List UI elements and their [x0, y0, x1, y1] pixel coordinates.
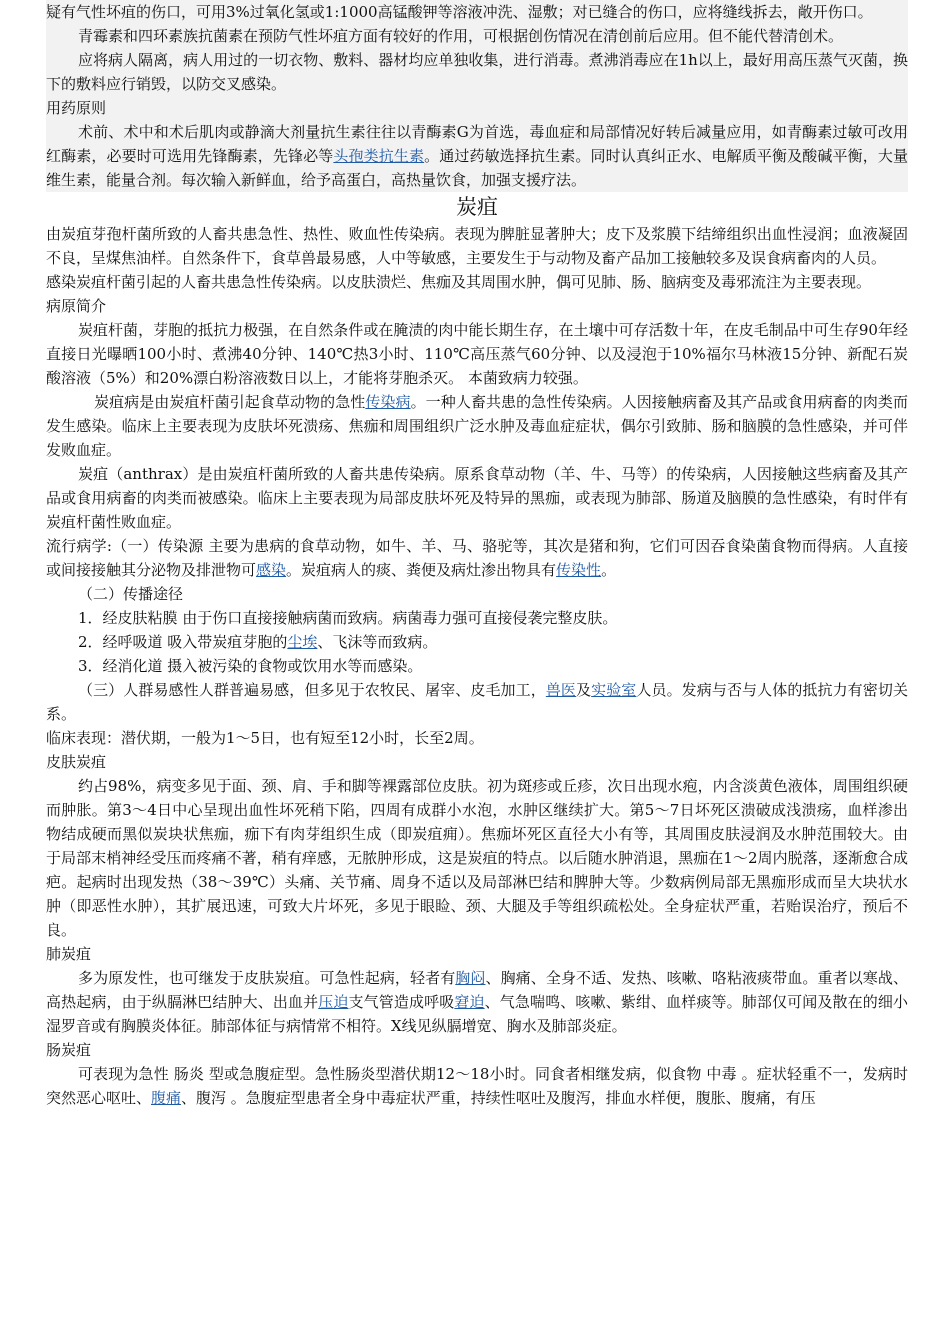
text: 术前、术中和术后肌肉或静滴大剂量抗生素往往以青酶素G为首选，毒血症和局部情况好转后减量应用，如青酶素过敏可改用红酶素，必要时可选用先锋酶素，先锋必等: [46, 123, 908, 165]
list-item: 3．经消化道 摄入被污染的食物或饮用水等而感染。: [78, 657, 423, 675]
section-heading: 皮肤炭疽: [46, 753, 107, 771]
list-item: 1．经皮肤粘膜 由于伤口直接接触病菌而致病。病菌毒力强可直接侵袭完整皮肤。: [78, 609, 618, 627]
text: 。一种人畜共患的急性传染病。人因接触病畜及其产品或食用病畜的肉类而发生感染。临床上主要表现为皮肤坏死溃疡、焦痂和周围组织广泛水肿及毒血症症状，偶尔引致肺、肠和脑膜的急性感染，并可伴发败血症。: [46, 393, 908, 459]
link-abdominal-pain[interactable]: 腹痛: [151, 1089, 182, 1107]
section-heading: 用药原则: [46, 99, 107, 117]
paragraph: 疑有气性坏疽的伤口，可用3%过氧化氢或1:1000高锰酸钾等溶液冲洗、湿敷；对已缝合的伤口，应将缝线拆去，敞开伤口。: [46, 3, 873, 21]
text: 可表现为急性 肠炎 型或急腹症型。急性肠炎型潜伏期12～18小时。同食者相继发病，似食物 中毒 。症状轻重不一，发病时突然恶心呕吐、: [46, 1065, 908, 1107]
paragraph: 临床表现：潜伏期，一般为1～5日，也有短至12小时，长至2周。: [46, 729, 484, 747]
page-title: 炭疽: [456, 195, 498, 219]
text: 支气管造成呼吸: [348, 993, 455, 1011]
text: 、飞沫等而致病。: [317, 633, 438, 651]
gas-gangrene-section: [46, 0, 908, 192]
text: 流行病学:（一）传染源 主要为患病的食草动物，如牛、羊、马、骆驼等，其次是猪和狗，它们可因吞食染菌食物而得病。人直接或间接接触其分泌物及排泄物可: [46, 537, 908, 579]
anthrax-section: [46, 222, 908, 1110]
text: 多为原发性，也可继发于皮肤炭疽。可急性起病，轻者有: [78, 969, 456, 987]
paragraph: [46, 678, 908, 726]
paragraph: [46, 534, 908, 582]
link-infectivity[interactable]: 传染性: [556, 561, 602, 579]
paragraph: 约占98%，病变多见于面、颈、肩、手和脚等裸露部位皮肤。初为斑疹或丘疹，次日出现水疱，内含淡黄色液体，周围组织硬而肿胀。第3～4日中心呈现出血性坏死稍下陷，四周有成群小水泡，水肿区继续扩大。第5～7日坏死区溃破成浅溃疡，血样渗出物结成硬而黑似炭块状焦痂，痂下有肉芽组织生成（即炭疽痈）。焦痂坏死区直径大小有等，其周围皮肤浸润及水肿范围较大。由于局部末梢神经受压而疼痛不著，稍有痒感，无脓肿形成，这是炭疽的特点。以后随水肿消退，黑痂在1～2周内脱落，逐渐愈合成疤。起病时出现发热（38～39℃）头痛、关节痛、周身不适以及局部淋巴结和脾肿大等。少数病例局部无黑痂形成而呈大块状水肿（即恶性水肿），其扩展迅速，可致大片坏死，多见于眼睑、颈、大腿及手等组织疏松处。全身症状严重，若贻误治疗，预后不良。: [46, 777, 908, 939]
text: 炭疽病是由炭疽杆菌引起食草动物的急性: [94, 393, 366, 411]
link-compression[interactable]: 压迫: [318, 993, 349, 1011]
paragraph: [46, 120, 908, 192]
paragraph: 炭疽（anthrax）是由炭疽杆菌所致的人畜共患传染病。原系食草动物（羊、牛、马等）的传染病，人因接触这些病畜及其产品或食用病畜的肉类而被感染。临床上主要表现为局部皮肤坏死及特异的黑痂，或表现为肺部、肠道及脑膜的急性感染，有时伴有炭疽杆菌性败血症。: [46, 465, 908, 531]
link-distress[interactable]: 窘迫: [454, 993, 485, 1011]
paragraph: 由炭疽芽孢杆菌所致的人畜共患急性、热性、败血性传染病。表现为脾脏显著肿大；皮下及浆膜下结缔组织出血性浸润；血液凝固不良，呈煤焦油样。自然条件下，食草兽最易感，人中等敏感，主要发生于与动物及畜产品加工接触较多及误食病畜肉的人员。: [46, 225, 908, 267]
link-infectious-disease[interactable]: 传染病: [365, 393, 411, 411]
section-heading: 病原简介: [46, 297, 107, 315]
text: 、胸痛、全身不适、发热、咳嗽、咯粘液痰带血。重者以寒战、高热起病，由于纵膈淋巴结肿大、出血并: [46, 969, 908, 1011]
link-cephalosporin[interactable]: 头孢类抗生素: [333, 147, 425, 165]
link-chest-tightness[interactable]: 胸闷: [455, 969, 486, 987]
text: 。炭疽病人的痰、粪便及病灶渗出物具有: [286, 561, 557, 579]
paragraph: [46, 390, 908, 462]
text: 、气急喘鸣、咳嗽、紫绀、血样痰等。肺部仅可闻及散在的细小湿罗音或有胸膜炎体征。肺部体征与病情常不相符。X线见纵膈增宽、胸水及肺部炎症。: [46, 993, 908, 1035]
paragraph: 炭疽杆菌，芽胞的抵抗力极强，在自然条件或在腌渍的肉中能长期生存，在土壤中可存活数十年，在皮毛制品中可生存90年经直接日光曝晒100小时、煮沸40分钟、140℃热3小时、110℃高压蒸气60分钟、以及浸泡于10%福尔马林液15分钟、新配石炭酸溶液（5%）和20%漂白粉溶液数日以上，才能将芽胞杀灭。 本菌致病力较强。: [46, 321, 908, 387]
text: 及: [576, 681, 592, 699]
paragraph: [46, 1062, 908, 1110]
text: （三）人群易感性人群普遍易感，但多见于农牧民、屠宰、皮毛加工，: [78, 681, 546, 699]
link-dust[interactable]: 尘埃: [287, 633, 318, 651]
text: 。: [601, 561, 617, 579]
section-heading: 肠炭疽: [46, 1041, 92, 1059]
list-item: [46, 630, 908, 654]
text: 、腹泻 。急腹症型患者全身中毒症状严重，持续性呕吐及腹泻，排血水样便，腹胀、腹痛，有压: [181, 1089, 816, 1107]
document-page: [46, 0, 908, 1110]
link-infection[interactable]: 感染: [256, 561, 287, 579]
text: 。通过药敏选择抗生素。同时认真纠正水、电解质平衡及酸碱平衡，大量维生素，能量合剂。每次输入新鲜血，给予高蛋白，高热量饮食，加强支援疗法。: [46, 147, 908, 189]
list-heading: （二）传播途径: [78, 585, 184, 603]
paragraph: [46, 966, 908, 1038]
paragraph: 应将病人隔离，病人用过的一切衣物、敷料、器材均应单独收集，进行消毒。煮沸消毒应在1h以上，最好用高压蒸气灭菌，换下的敷料应行销毁，以防交叉感染。: [46, 51, 908, 93]
section-heading: 肺炭疽: [46, 945, 92, 963]
paragraph: 感染炭疽杆菌引起的人畜共患急性传染病。以皮肤溃烂、焦痂及其周围水肿，偶可见肺、肠、脑病变及毒邪流注为主要表现。: [46, 273, 872, 291]
paragraph: 青霉素和四环素族抗菌素在预防气性坏疽方面有较好的作用，可根据创伤情况在清创前后应用。但不能代替清创术。: [78, 27, 844, 45]
link-laboratory[interactable]: 实验室: [591, 681, 637, 699]
text: 人员。发病与否与人体的抵抗力有密切关系。: [46, 681, 908, 723]
link-veterinarian[interactable]: 兽医: [545, 681, 577, 699]
text: 2．经呼吸道 吸入带炭疽芽胞的: [78, 633, 288, 651]
